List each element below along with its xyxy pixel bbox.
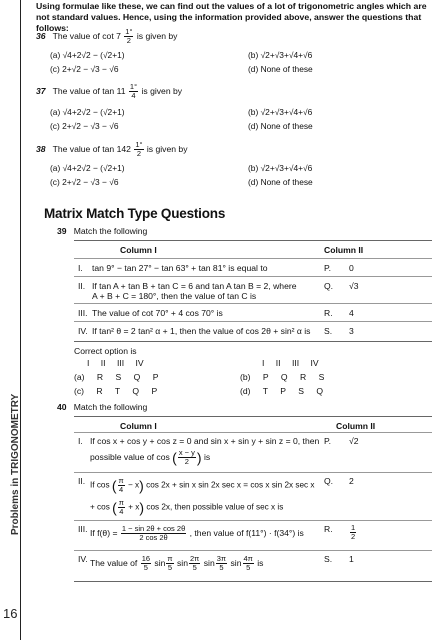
row-text: If cos ( $\frac{\pi}{4}$ − x) cos 2x + sin x sin 2x sec x = cos x sin 2x sec x <box>90 476 315 494</box>
row-key: P. <box>324 263 332 273</box>
row-text-line2: A + B + C = 180°, then the value of tan C is <box>92 291 257 301</box>
question-text-end: is given by <box>136 30 178 41</box>
table-row <box>74 520 432 551</box>
question-number: 39 <box>57 226 67 236</box>
option-a[interactable]: (a) √4+2√2 − (√2+1) <box>50 163 125 173</box>
row-text: If tan A + tan B + tan C = 6 and tan A tan B = 2, where <box>92 281 297 291</box>
option-b[interactable]: (b) P Q R S <box>240 372 325 382</box>
row-text: tan 9° − tan 27° − tan 63° + tan 81° is equal to <box>92 263 268 273</box>
row-id: I. <box>78 263 83 273</box>
q39-match-table <box>74 240 432 342</box>
correct-option-label: Correct option is <box>74 346 137 356</box>
option-d[interactable]: (d) T P S Q <box>240 386 324 396</box>
row-id: III. <box>78 308 88 318</box>
row-key: Q. <box>324 281 334 291</box>
row-value: 3 <box>349 326 354 336</box>
column-1-header: Column I <box>120 421 157 431</box>
row-key: R. <box>324 524 333 534</box>
answer-header-right: I II III IV <box>262 358 319 368</box>
page-sidebar <box>0 0 21 640</box>
question-37 <box>36 83 436 133</box>
row-value: 1 <box>349 554 354 564</box>
option-d[interactable]: (d) None of these <box>248 64 313 74</box>
row-value: 4 <box>349 308 354 318</box>
option-a[interactable]: (a) √4+2√2 − (√2+1) <box>50 107 125 117</box>
question-38 <box>36 141 436 191</box>
row-id: II. <box>78 476 86 486</box>
table-row <box>74 321 432 342</box>
question-number: 40 <box>57 402 67 412</box>
question-number: 36 <box>36 30 46 41</box>
table-row <box>74 258 432 277</box>
option-b[interactable]: (b) √2+√3+√4+√6 <box>248 107 313 117</box>
row-key: P. <box>324 436 332 446</box>
column-2-header: Column II <box>324 245 364 255</box>
page-number: 16 <box>3 606 18 621</box>
question-title: Match the following <box>73 226 148 236</box>
question-40-heading <box>57 402 147 412</box>
row-text: The value of $\frac{16}{5}$ sin $\frac{\pi}{5}$ sin $\frac{2\pi}{5}$ sin $\frac{3\pi}{5}$ sin $\frac{4\pi}{5}$ is <box>90 554 264 572</box>
question-title: Match the following <box>73 402 148 412</box>
question-text: The value of tan 11 <box>52 85 126 96</box>
column-1-header: Column I <box>120 245 157 255</box>
row-text: If f(θ) = $\frac{1 - \sin 2\theta + \cos 2\theta}{2 \cos 2\theta}$ , then value of f(11°) · f(34°) is <box>90 524 304 542</box>
option-a[interactable]: (a) R S Q P <box>74 372 159 382</box>
table-row <box>74 276 432 304</box>
option-d[interactable]: (d) None of these <box>248 177 313 187</box>
row-text: If cos x + cos y + cos z = 0 and sin x + sin y + sin z = 0, then <box>90 436 320 446</box>
column-2-header: Column II <box>336 421 376 431</box>
option-d[interactable]: (d) None of these <box>248 121 313 131</box>
row-key: Q. <box>324 476 334 486</box>
fraction: $\frac{1^\circ}{2}$ <box>125 27 133 45</box>
answer-header-left: I II III IV <box>87 358 144 368</box>
row-value: $\frac{1}{2}$ <box>351 523 356 541</box>
question-39-heading <box>57 226 147 236</box>
question-number: 38 <box>36 143 46 154</box>
row-value: 0 <box>349 263 354 273</box>
fraction: $\frac{1^\circ}{4}$ <box>129 82 138 100</box>
table-row <box>74 550 432 582</box>
row-text-line2: + cos ( $\frac{\pi}{4}$ + x) cos 2x, then possible value of sec x is <box>90 498 284 516</box>
fraction: $\frac{1^\circ}{2}$ <box>135 140 143 158</box>
option-c[interactable]: (c) 2+√2 − √3 − √6 <box>50 64 119 74</box>
sidebar-title: Problems in TRIGONOMETRY <box>10 393 21 535</box>
row-value: 2 <box>349 476 354 486</box>
option-b[interactable]: (b) √2+√3+√4+√6 <box>248 163 313 173</box>
row-key: S. <box>324 326 333 336</box>
q40-match-table <box>74 416 432 582</box>
row-value: √3 <box>349 281 359 291</box>
row-id: I. <box>78 436 83 446</box>
table-row <box>74 432 432 473</box>
option-c[interactable]: (c) 2+√2 − √3 − √6 <box>50 121 119 131</box>
row-value: √2 <box>349 436 359 446</box>
row-id: II. <box>78 281 86 291</box>
option-c[interactable]: (c) R T Q P <box>74 386 158 396</box>
row-text-line2: possible value of cos ( $\frac{x - y}{2}$ ) is <box>90 448 211 466</box>
row-id: III. <box>78 524 88 534</box>
option-c[interactable]: (c) 2+√2 − √3 − √6 <box>50 177 119 187</box>
row-text: The value of cot 70° + 4 cos 70° is <box>92 308 223 318</box>
row-key: S. <box>324 554 333 564</box>
question-number: 37 <box>36 85 46 96</box>
row-id: IV. <box>78 554 88 564</box>
question-text: The value of tan 142 <box>52 143 131 154</box>
question-text-end: is given by <box>141 85 183 96</box>
row-key: R. <box>324 308 333 318</box>
table-row <box>74 303 432 322</box>
question-36 <box>36 28 436 78</box>
option-a[interactable]: (a) √4+2√2 − (√2+1) <box>50 50 125 60</box>
section-title: Matrix Match Type Questions <box>44 206 226 221</box>
intro-paragraph: Using formulae like these, we can find out the values of a lot of trigonometric angles which are not standard values. Hence, using the information provided above, answer the questions that follows: <box>36 1 427 33</box>
option-b[interactable]: (b) √2+√3+√4+√6 <box>248 50 313 60</box>
question-text-end: is given by <box>146 143 188 154</box>
table-row <box>74 472 432 521</box>
question-text: The value of cot 7 <box>52 30 121 41</box>
row-id: IV. <box>78 326 88 336</box>
row-text: If tan² θ = 2 tan² α + 1, then the value of cos 2θ + sin² α is <box>92 326 311 336</box>
